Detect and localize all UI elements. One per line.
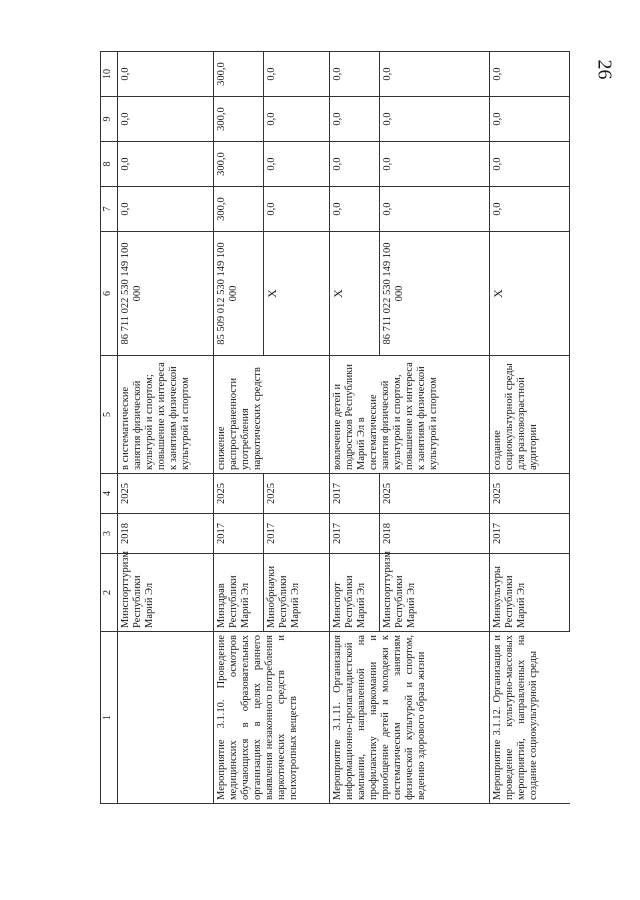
cell-executor: Минкультуры Республики Марий Эл: [490, 554, 570, 632]
cell-budget-code: 86 711 022 530 149 100 000: [380, 232, 490, 356]
cell-start-year: 2017: [330, 514, 380, 554]
cell-executor: Минспорттуризм Республики Марий Эл: [118, 554, 214, 632]
col-header-10: 10: [101, 52, 118, 97]
cell-budget-code: 85 509 012 530 149 100 000: [214, 232, 264, 356]
cell-value-8: 300,0: [214, 142, 264, 187]
page-number: 26: [593, 59, 616, 80]
cell-budget-code: X: [330, 232, 380, 356]
cell-value-7: 0,0: [264, 187, 330, 232]
cell-end-year: 2017: [330, 474, 380, 514]
cell-executor: Минздрав Республики Марий Эл: [214, 554, 264, 632]
col-header-6: 6: [101, 232, 118, 356]
cell-end-year: 2025: [118, 474, 214, 514]
cell-activity: Мероприятие 3.1.11. Организация информационно-пропагандистской кампании, направленной на профилактику наркомании и приобщение детей и молодежи к систематическим занятиям физической культурой и спортом, ведению здорового образа жизни: [330, 632, 490, 804]
cell-start-year: 2017: [264, 514, 330, 554]
cell-value-9: 0,0: [380, 97, 490, 142]
cell-value-10: 0,0: [490, 52, 570, 97]
col-header-1: 1: [101, 632, 118, 804]
cell-end-year: 2025: [380, 474, 490, 514]
cell-value-8: 0,0: [380, 142, 490, 187]
table-row: [214, 52, 264, 804]
header-row: [101, 52, 118, 804]
cell-value-9: 0,0: [118, 97, 214, 142]
cell-value-9: 0,0: [264, 97, 330, 142]
cell-end-year: 2025: [490, 474, 570, 514]
table-row: [118, 52, 214, 804]
table-container: [100, 52, 568, 804]
col-header-2: 2: [101, 554, 118, 632]
cell-result: вовлечение детей и подростков Республики Марий Эл в систематические занятия физической культурой и спортом, повышение их интереса к занятиям физической культурой и спортом: [330, 356, 490, 474]
table-row: [330, 52, 380, 804]
cell-budget-code: X: [490, 232, 570, 356]
cell-value-9: 0,0: [490, 97, 570, 142]
cell-start-year: 2017: [214, 514, 264, 554]
cell-value-10: 0,0: [118, 52, 214, 97]
cell-value-8: 0,0: [330, 142, 380, 187]
cell-activity: [118, 632, 214, 804]
cell-value-10: 0,0: [380, 52, 490, 97]
cell-value-10: 0,0: [264, 52, 330, 97]
cell-value-8: 0,0: [490, 142, 570, 187]
program-table: [100, 51, 570, 804]
cell-budget-code: X: [264, 232, 330, 356]
cell-executor: Минспорттуризм Республики Марий Эл: [380, 554, 490, 632]
col-header-9: 9: [101, 97, 118, 142]
col-header-7: 7: [101, 187, 118, 232]
col-header-3: 3: [101, 514, 118, 554]
cell-value-7: 0,0: [490, 187, 570, 232]
cell-executor: Минспорт Республики Марий Эл: [330, 554, 380, 632]
cell-budget-code: 86 711 022 530 149 100 000: [118, 232, 214, 356]
cell-start-year: 2018: [118, 514, 214, 554]
cell-result: в систематические занятия физической культурой и спортом; повышение их интереса к занятиям физической культурой и спортом: [118, 356, 214, 474]
col-header-4: 4: [101, 474, 118, 514]
cell-value-9: 0,0: [330, 97, 380, 142]
cell-activity: Мероприятие 3.1.10. Проведение медицинских осмотров обучающихся в образовательных организациях в целях раннего выявления незаконного потребления наркотических средств и психотропных веществ: [214, 632, 330, 804]
cell-value-8: 0,0: [118, 142, 214, 187]
cell-end-year: 2025: [214, 474, 264, 514]
col-header-8: 8: [101, 142, 118, 187]
cell-value-7: 300,0: [214, 187, 264, 232]
cell-value-10: 0,0: [330, 52, 380, 97]
cell-value-7: 0,0: [380, 187, 490, 232]
cell-result: создание социокультурной среды для разновозрастной аудитории: [490, 356, 570, 474]
cell-value-10: 300,0: [214, 52, 264, 97]
cell-value-7: 0,0: [330, 187, 380, 232]
col-header-5: 5: [101, 356, 118, 474]
cell-value-9: 300,0: [214, 97, 264, 142]
cell-result: снижение распространенности употребления наркотических средств: [214, 356, 330, 474]
table-row: [490, 52, 570, 804]
cell-start-year: 2018: [380, 514, 490, 554]
cell-value-8: 0,0: [264, 142, 330, 187]
cell-executor: Минобрнауки Республики Марий Эл: [264, 554, 330, 632]
cell-end-year: 2025: [264, 474, 330, 514]
cell-value-7: 0,0: [118, 187, 214, 232]
cell-start-year: 2017: [490, 514, 570, 554]
cell-activity: Мероприятие 3.1.12. Организация и проведение культурно-массовых мероприятий, направленных на создание социокультурной среды: [490, 632, 570, 804]
rotated-table-area: [100, 52, 568, 804]
